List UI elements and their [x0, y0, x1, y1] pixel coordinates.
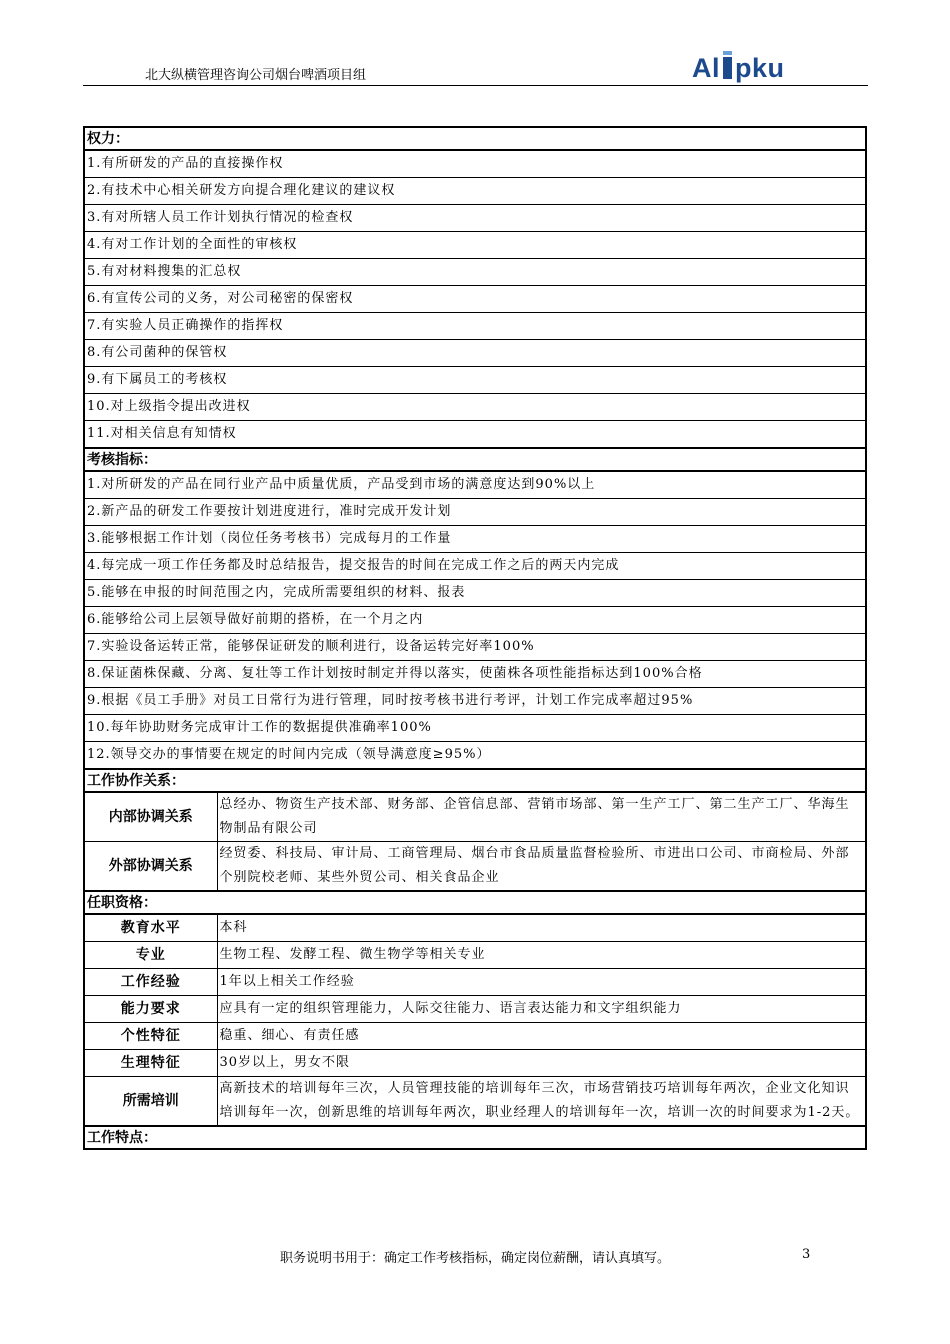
internal-relations-value: 总经办、物资生产技术部、财务部、企管信息部、营销市场部、第一生产工厂、第二生产工厂、华海生物制品有限公司: [217, 792, 866, 842]
authority-item: 2.有技术中心相关研发方向提合理化建议的建议权: [84, 178, 866, 205]
company-logo: Al pku: [692, 53, 785, 83]
kpi-item: 10.每年协助财务完成审计工作的数据提供准确率100%: [84, 715, 866, 742]
kpi-item: 7.实验设备运转正常，能够保证研发的顺利进行，设备运转完好率100%: [84, 634, 866, 661]
job-description-table: [83, 126, 867, 1150]
kpi-item: 3.能够根据工作计划（岗位任务考核书）完成每月的工作量: [84, 526, 866, 553]
external-relations-label: 外部协调关系: [84, 842, 217, 892]
authority-item: 10.对上级指令提出改进权: [84, 394, 866, 421]
kpi-item: 1.对所研发的产品在同行业产品中质量优质，产品受到市场的满意度达到90%以上: [84, 471, 866, 499]
kpi-item: 6.能够给公司上层领导做好前期的搭桥，在一个月之内: [84, 607, 866, 634]
authority-item: 7.有实验人员正确操作的指挥权: [84, 313, 866, 340]
section-authority-title: 权力：: [84, 127, 866, 150]
section-kpi-title: 考核指标：: [84, 448, 866, 471]
authority-item: 1.有所研发的产品的直接操作权: [84, 150, 866, 178]
qualification-value: 高新技术的培训每年三次，人员管理技能的培训每年三次，市场营销技巧培训每年两次，企业文化知识培训每年一次，创新思维的培训每年两次，职业经理人的培训每年一次，培训一次的时间要求为1-2天。: [217, 1077, 866, 1127]
authority-item: 5.有对材料搜集的汇总权: [84, 259, 866, 286]
authority-item: 6.有宣传公司的义务，对公司秘密的保密权: [84, 286, 866, 313]
qualification-value: 应具有一定的组织管理能力，人际交往能力、语言表达能力和文字组织能力: [217, 996, 866, 1023]
qualification-label: 个性特征: [84, 1023, 217, 1050]
qualification-label: 教育水平: [84, 914, 217, 942]
qualification-value: 本科: [217, 914, 866, 942]
kpi-item: 5.能够在申报的时间范围之内，完成所需要组织的材料、报表: [84, 580, 866, 607]
footer-note: 职务说明书用于：确定工作考核指标，确定岗位薪酬，请认真填写。: [279, 1251, 670, 1266]
kpi-item: 12.领导交办的事情要在规定的时间内完成（领导满意度≥95%）: [84, 742, 866, 770]
header-divider: [83, 85, 868, 86]
qualification-label: 专业: [84, 942, 217, 969]
kpi-item: 2.新产品的研发工作要按计划进度进行，准时完成开发计划: [84, 499, 866, 526]
header-title: 北大纵横管理咨询公司烟台啤酒项目组: [145, 68, 367, 83]
section-qualification-title: 任职资格：: [84, 891, 866, 914]
qualification-label: 生理特征: [84, 1050, 217, 1077]
qualification-label: 所需培训: [84, 1077, 217, 1127]
section-features-title: 工作特点：: [84, 1126, 866, 1149]
page-number: 3: [802, 1247, 811, 1262]
external-relations-value: 经贸委、科技局、审计局、工商管理局、烟台市食品质量监督检验所、市进出口公司、市商检局、外部个别院校老师、某些外贸公司、相关食品企业: [217, 842, 866, 892]
authority-item: 4.有对工作计划的全面性的审核权: [84, 232, 866, 259]
qualification-label: 能力要求: [84, 996, 217, 1023]
qualification-label: 工作经验: [84, 969, 217, 996]
authority-item: 9.有下属员工的考核权: [84, 367, 866, 394]
qualification-value: 稳重、细心、有责任感: [217, 1023, 866, 1050]
authority-item: 8.有公司菌种的保管权: [84, 340, 866, 367]
kpi-item: 9.根据《员工手册》对员工日常行为进行管理，同时按考核书进行考评，计划工作完成率超过95%: [84, 688, 866, 715]
qualification-value: 1年以上相关工作经验: [217, 969, 866, 996]
qualification-value: 生物工程、发酵工程、微生物学等相关专业: [217, 942, 866, 969]
authority-item: 11.对相关信息有知情权: [84, 421, 866, 449]
kpi-item: 8.保证菌株保藏、分离、复壮等工作计划按时制定并得以落实，使菌株各项性能指标达到100%合格: [84, 661, 866, 688]
section-cooperation-title: 工作协作关系：: [84, 769, 866, 792]
internal-relations-label: 内部协调关系: [84, 792, 217, 842]
authority-item: 3.有对所辖人员工作计划执行情况的检查权: [84, 205, 866, 232]
kpi-item: 4.每完成一项工作任务都及时总结报告，提交报告的时间在完成工作之后的两天内完成: [84, 553, 866, 580]
qualification-value: 30岁以上，男女不限: [217, 1050, 866, 1077]
